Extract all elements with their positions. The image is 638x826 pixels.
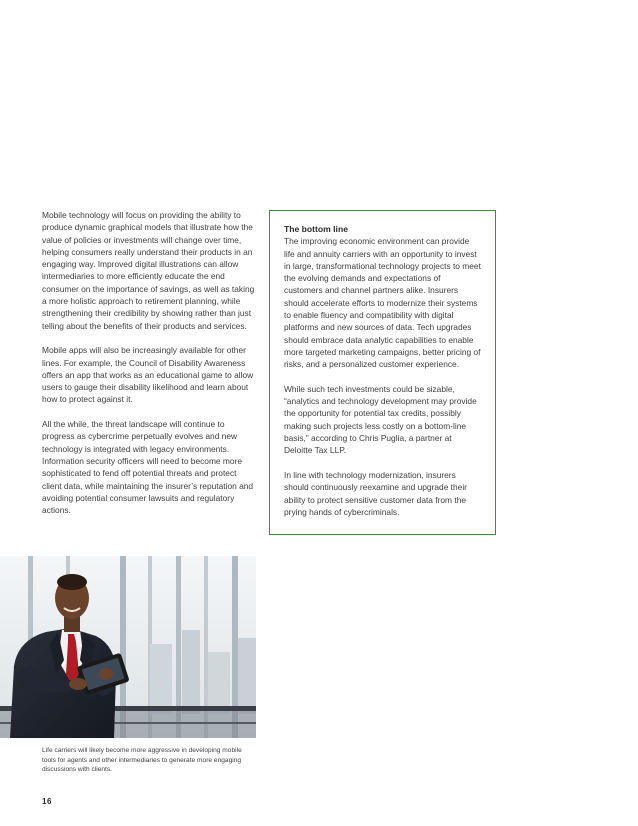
body-paragraph: Mobile technology will focus on providing the ability to produce dynamic graphical models that illustrate how the value of policies or investments will change over time, helping consumers really understand their products in an engaging way. Improved digital illustrations can allow intermediaries to more efficiently educate the end consumer on the importance of savings, as well as taking a more holistic approach to retirement planning, while strengthening their credibility by showing rather than just telling about the benefits of their products and services. bbox=[42, 210, 255, 331]
body-paragraph: All the while, the threat landscape will continue to progress as cybercrime perpetually evolves and new technology is integrated with legacy environments. Information security officers will need to become more sophisticated to fend off potential threats and protect client data, while maintaining the insurer’s reputation and avoiding potential consumer lawsuits and regulatory actions. bbox=[42, 419, 254, 516]
photo-caption: Life carriers will likely become more aggressive in developing mobile tools for agents and other intermediaries to generate more engaging discussions with clients. bbox=[42, 747, 242, 774]
main-text-column bbox=[42, 209, 257, 529]
callout-paragraph: While such tech investments could be sizable, “analytics and technology development may provide the opportunity for potential tax credits, possibly making such projects less costly on a bottom-line basis,” according to Chris Puglia, a partner at Deloitte Tax LLP. bbox=[284, 383, 477, 456]
bottom-line-callout-box bbox=[269, 210, 496, 535]
page-number: 16 bbox=[42, 797, 52, 806]
callout-title: The bottom line bbox=[284, 224, 348, 234]
callout-paragraph: The improving economic environment can provide life and annuity carriers with an opportunity to invest in large, transformational technology projects to meet the evolving demands and expectations of customers and channel partners alike. Insurers should accelerate efforts to modernize their systems to enable fluency and compatibility with digital platforms and new sources of data. Tech upgrades should embrace data analytic capabilities to enable more targeted marketing campaigns, better pricing of risks, and a personalized customer experience. bbox=[284, 236, 481, 370]
callout-paragraph: In line with technology modernization, insurers should continuously reexamine and upgrade their ability to protect sensitive customer data from the prying hands of cybercriminals. bbox=[284, 469, 467, 517]
businessman-with-tablet-photo bbox=[0, 556, 256, 738]
body-paragraph: Mobile apps will also be increasingly available for other lines. For example, the Council of Disability Awareness offers an app that works as an educational game to allow users to gauge their disability likelihood and learn about how to protect against it. bbox=[42, 345, 254, 405]
